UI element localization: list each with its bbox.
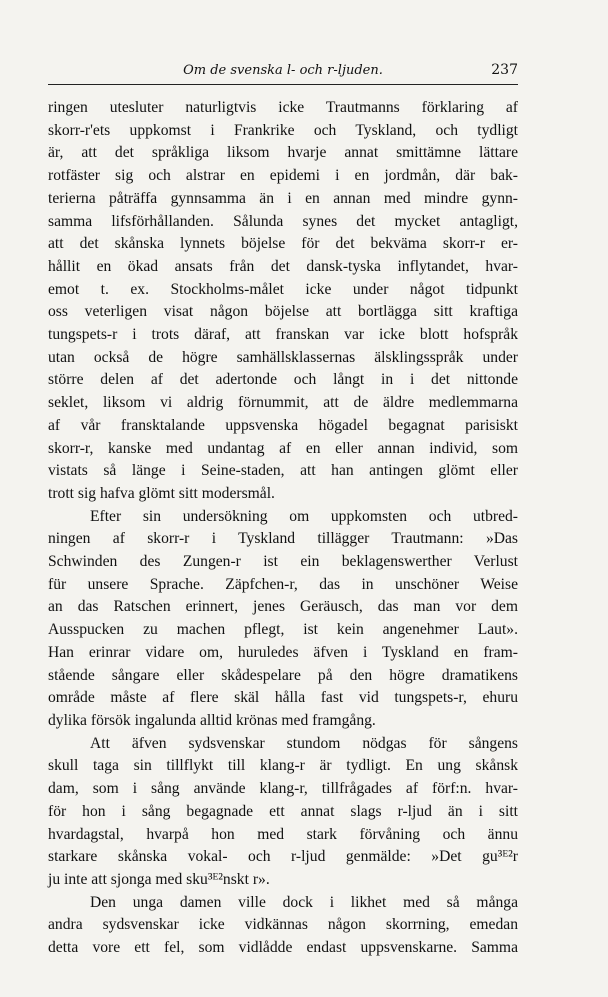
paragraph-end-line: trott sig hafva glömt sitt modersmål. <box>48 484 275 502</box>
text-line: an das Ratschen erinnert, jenes Geräusch, das man vor dem <box>48 598 518 616</box>
body-text <box>48 97 518 960</box>
text-line: emot t. ex. Stockholms-målet icke under något tidpunkt <box>48 280 518 298</box>
text-line: detta vore ett fel, som vidlådde endast uppsvenskarne. Samma <box>48 939 518 957</box>
text-line: hållit en ökad ansats från det dansk-tyska inflytandet, hvar- <box>48 257 518 275</box>
text-line: skull taga sin tillflykt till klang-r är tydligt. En ung skånsk <box>48 757 518 775</box>
text-line: hvardagstal, hvarpå hon med stark förvåning och ännu <box>48 825 518 843</box>
text-line: starkare skånska vokal- och r-ljud genmälde: »Det gu³ᴱ²r <box>48 848 518 866</box>
text-line: für unsere Sprache. Zäpfchen-r, das in unschöner Weise <box>48 575 518 593</box>
running-title: Om de svenska l- och r-ljuden. <box>183 63 383 78</box>
text-line: tungspets-r i trots däraf, att franskan var icke blott hofspråk <box>48 326 518 344</box>
text-line: andra sydsvenskar icke vidkännas någon skorrning, emedan <box>48 916 518 934</box>
text-line: stående sångare eller skådespelare på den högre dramatikens <box>48 666 518 684</box>
text-line: Schwinden des Zungen-r ist ein beklagenswerther Verlust <box>48 553 518 571</box>
text-line: att det skånska lynnets böjelse för det bekväma skorr-r er- <box>48 235 518 253</box>
text-line: större delen af det adertonde och långt in i det nittonde <box>48 371 518 389</box>
text-line: skorr-r'ets uppkomst i Frankrike och Tyskland, och tydligt <box>48 121 518 139</box>
text-line: af vår fransktalande uppsvenska högadel begagnat parisiskt <box>48 416 518 434</box>
text-line: seklet, liksom vi aldrig förnummit, att de äldre medlemmarna <box>48 394 518 412</box>
text-line: oss veterligen visat någon böjelse att bortlägga sitt kraftiga <box>48 303 518 321</box>
text-line: vistats så länge i Seine-staden, att han antingen glömt eller <box>48 462 518 480</box>
text-line: terierna påträffa gynnsamma än i en annan med mindre gynn- <box>48 189 518 207</box>
paragraph-end-line: dylika försök ingalunda alltid krönas med framgång. <box>48 711 376 729</box>
text-line: samma lifsförhållanden. Sålunda synes det mycket antagligt, <box>48 212 518 230</box>
text-line: område måste af flere skäl hålla fast vid tungspets-r, ehuru <box>48 689 518 707</box>
text-line: Han erinrar vidare om, huruledes äfven i Tyskland en fram- <box>48 643 518 661</box>
text-line: skorr-r, kanske med undantag af en eller annan individ, som <box>48 439 518 457</box>
page-number: 237 <box>491 62 518 78</box>
running-header <box>48 60 518 85</box>
text-line: Ausspucken zu machen pflegt, ist kein angenehmer Laut». <box>48 621 518 639</box>
text-line: ningen af skorr-r i Tyskland tillägger Trautmann: »Das <box>48 530 518 548</box>
paragraph-end-line: ju inte att sjonga med sku³ᴱ²nskt r». <box>48 870 270 888</box>
text-line: rotfäster sig och alstrar en epidemi i en jordmån, där bak- <box>48 167 518 185</box>
text-line: dam, som i sång använde klang-r, tillfrågades af förf:n. hvar- <box>48 780 518 798</box>
paragraph-start-line: Att äfven sydsvenskar stundom nödgas för sångens <box>90 734 518 752</box>
paragraph-start-line: Den unga damen ville dock i likhet med så många <box>90 893 518 911</box>
text-line: är, att det språkliga liksom hvarje annat smittämne lättare <box>48 144 518 162</box>
text-line: för hon i sång begagnade ett annat slags r-ljud än i sitt <box>48 802 518 820</box>
paragraph-start-line: Efter sin undersökning om uppkomsten och utbred- <box>90 507 518 525</box>
text-line: utan också de högre samhällsklassernas älsklingsspråk under <box>48 348 518 366</box>
text-line: ringen utesluter naturligtvis icke Trautmanns förklaring af <box>48 99 518 116</box>
